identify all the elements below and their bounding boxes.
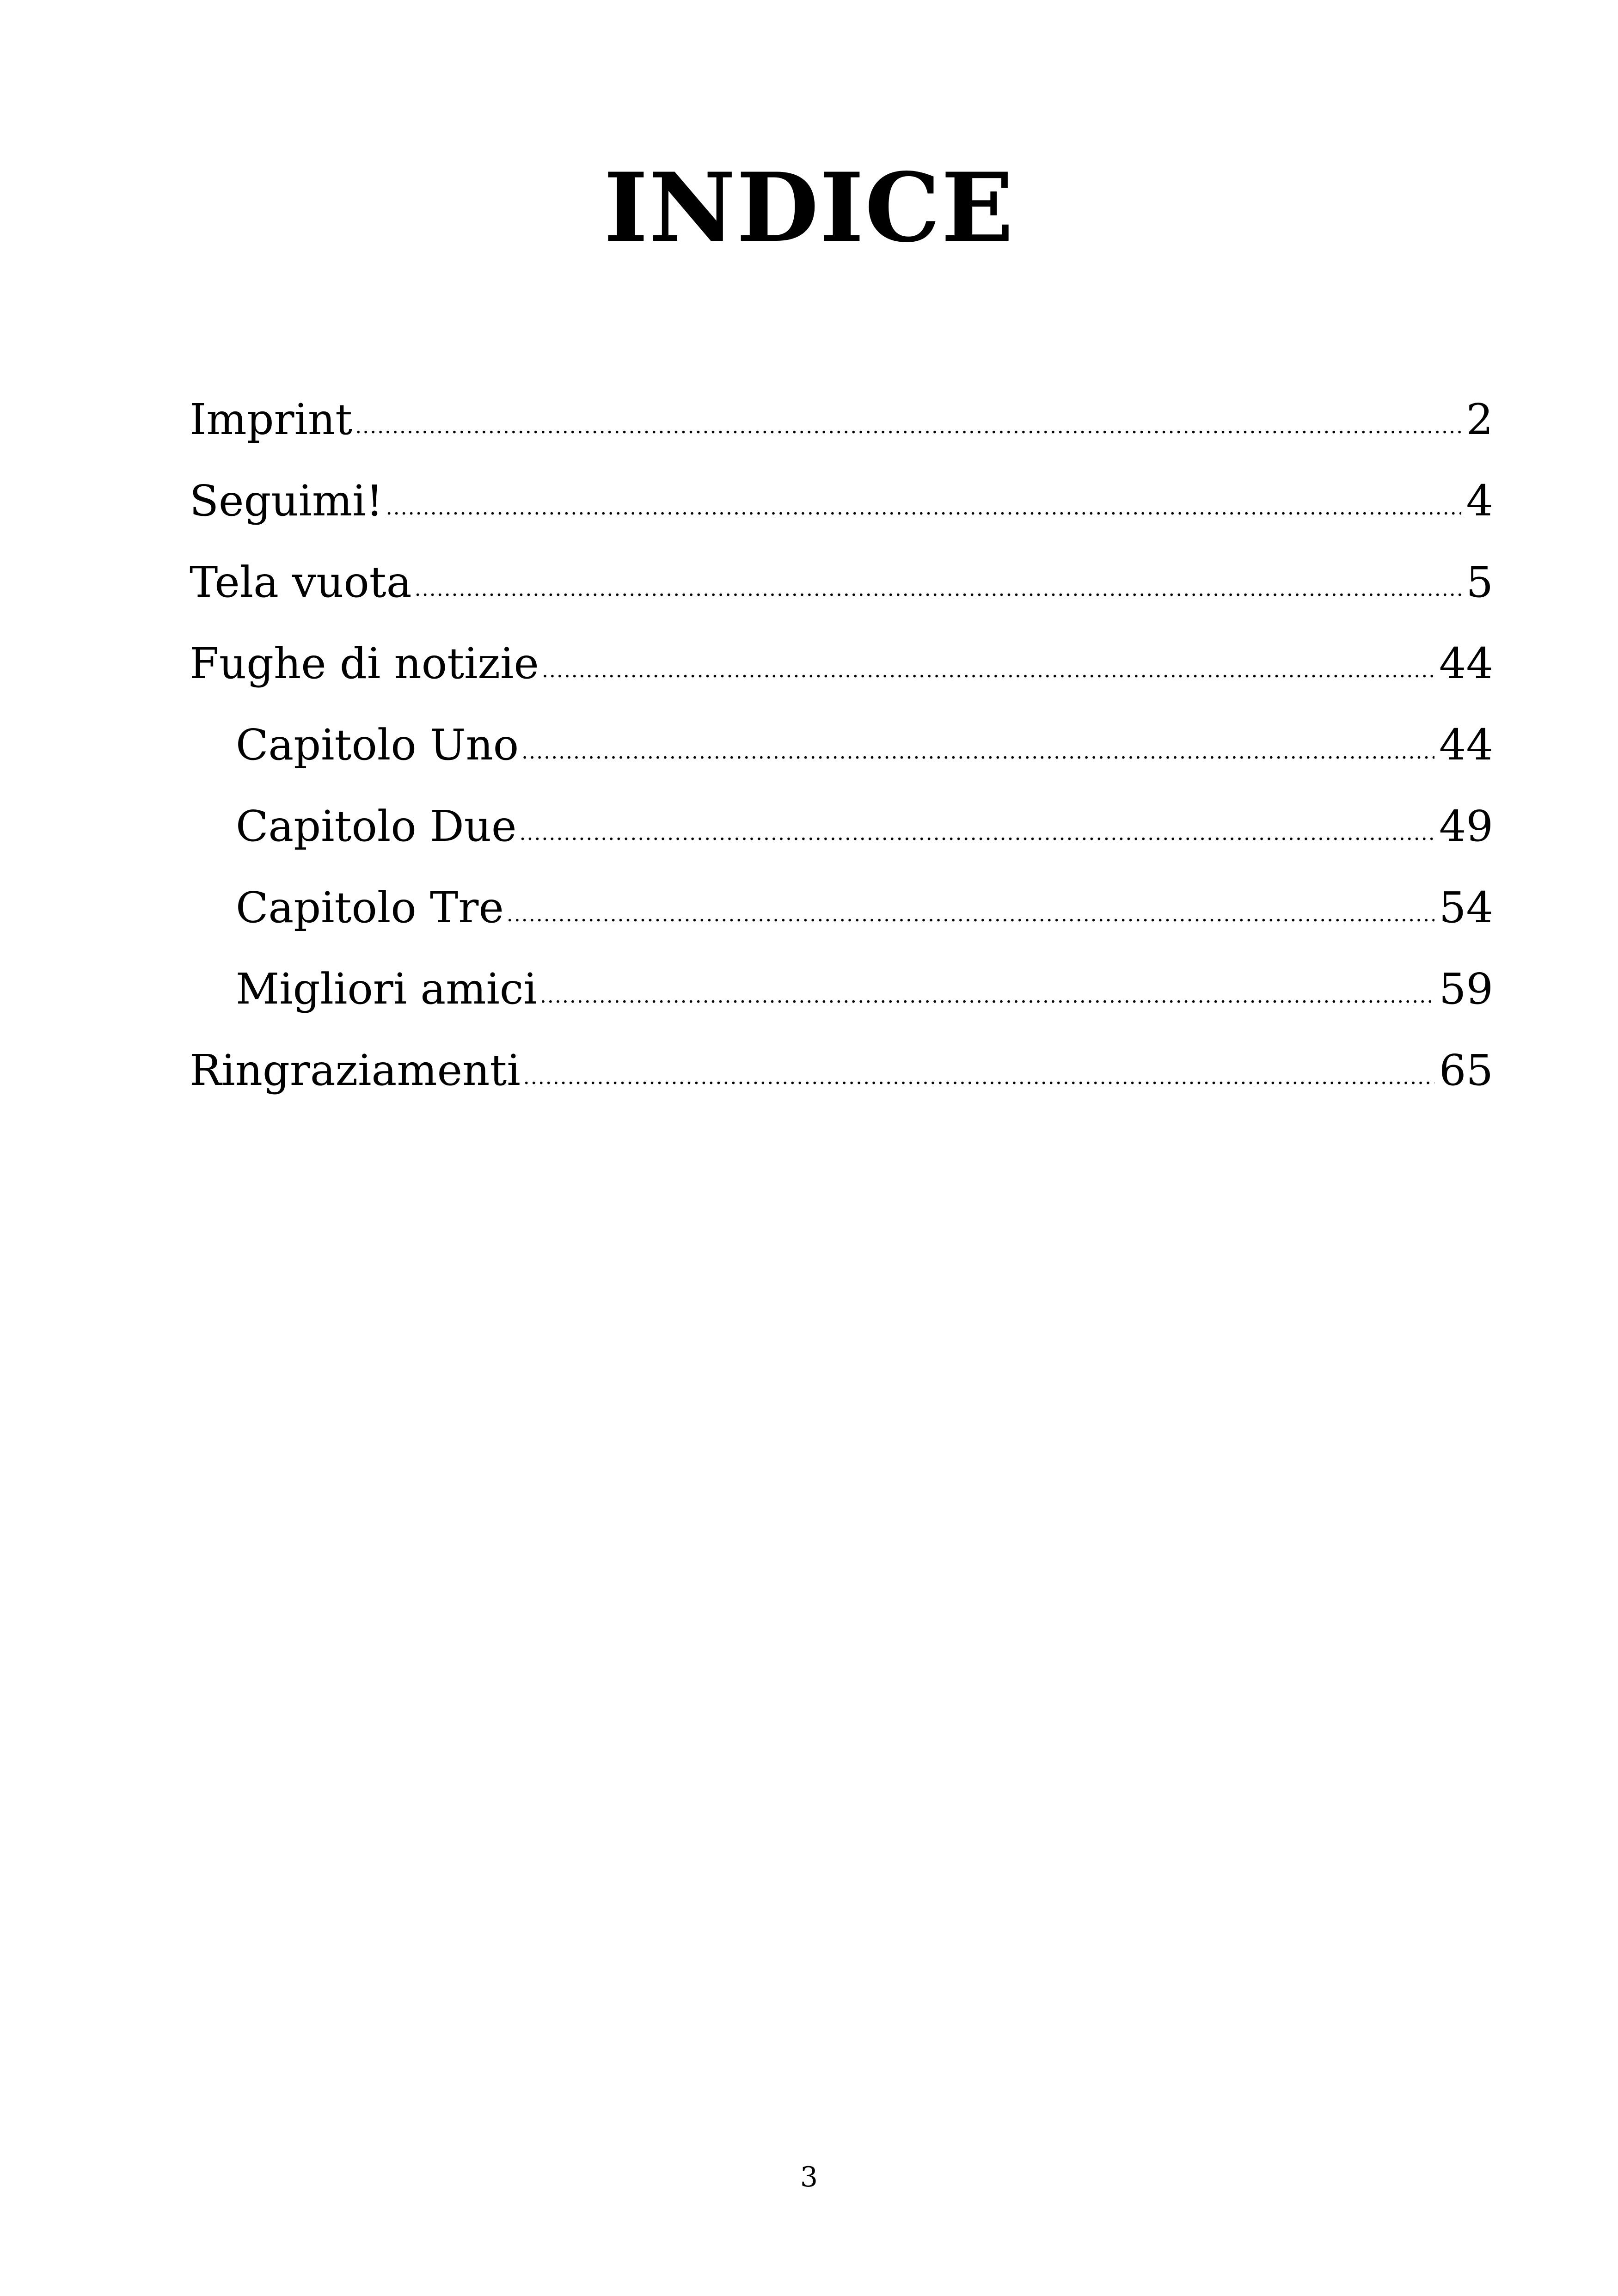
toc-entry-tela-vuota[interactable] [190,542,1493,623]
page-number: 3 [800,2161,818,2193]
toc-entry-label: Capitolo Due [236,802,517,851]
toc-entry-label: Tela vuota [190,557,412,607]
toc-entry-label: Imprint [190,395,353,444]
toc-entry-fughe-di-notizie[interactable] [190,623,1493,704]
toc-dot-leader [542,661,1434,681]
toc-entry-label: Capitolo Tre [236,883,504,932]
toc-dot-leader [386,498,1462,518]
toc-entry-page: 65 [1439,1046,1493,1095]
toc-dot-leader [519,823,1434,844]
toc-entry-capitolo-uno[interactable] [190,704,1493,786]
toc-dot-leader [521,742,1434,762]
toc-entry-label: Fughe di notizie [190,639,539,688]
toc-entry-page: 44 [1439,720,1493,770]
toc-entry-page: 49 [1439,802,1493,851]
toc-dot-leader [540,986,1434,1006]
toc-entry-page: 54 [1439,883,1493,932]
toc-dot-leader [415,579,1462,600]
toc-entry-label: Capitolo Uno [236,720,519,770]
toc-entry-page: 4 [1466,476,1493,526]
toc-entry-page: 44 [1439,639,1493,688]
toc-entry-capitolo-tre[interactable] [190,867,1493,949]
toc-dot-leader [355,416,1461,437]
toc-dot-leader [507,905,1434,925]
toc-entry-page: 5 [1466,557,1493,607]
toc-entry-imprint[interactable] [190,379,1493,460]
toc-entry-seguimi[interactable] [190,460,1493,542]
page-title: INDICE [603,153,1015,263]
toc-entry-capitolo-due[interactable] [190,786,1493,867]
toc-dot-leader [523,1067,1434,1088]
toc-entry-label: Ringraziamenti [190,1046,521,1095]
toc-entry-ringraziamenti[interactable] [190,1030,1493,1111]
toc-entry-page: 2 [1466,395,1493,444]
table-of-contents [190,379,1493,1111]
toc-entry-migliori-amici[interactable] [190,949,1493,1030]
toc-entry-label: Seguimi! [190,476,383,526]
toc-entry-label: Migliori amici [236,964,537,1014]
toc-entry-page: 59 [1439,964,1493,1014]
